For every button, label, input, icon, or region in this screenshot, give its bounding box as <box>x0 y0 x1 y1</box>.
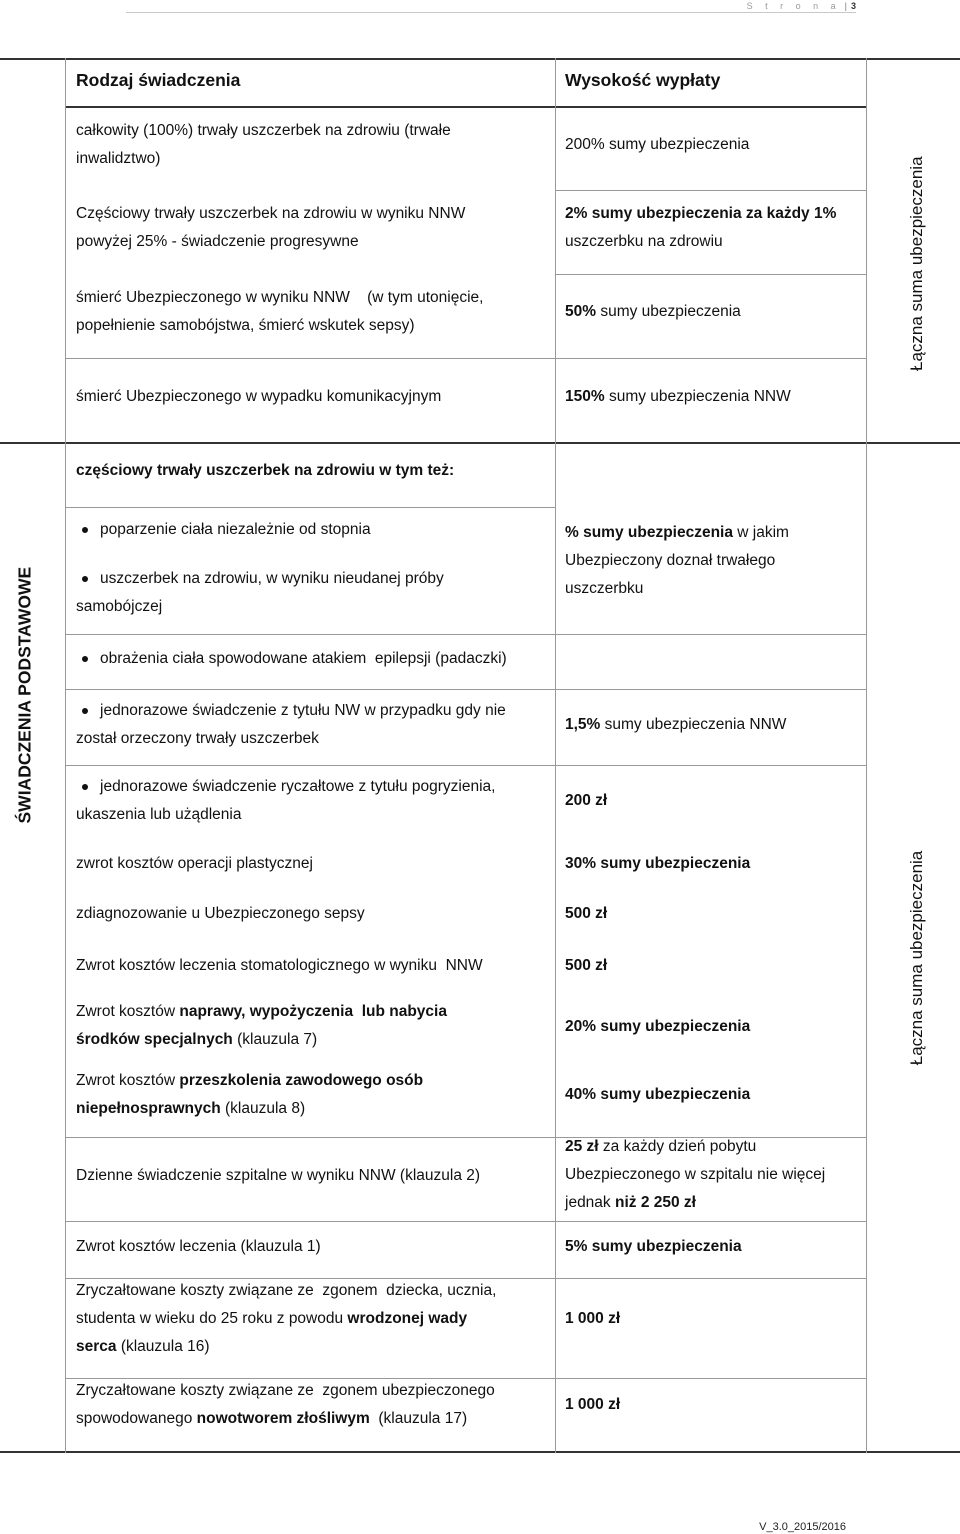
bullet-icon <box>82 656 88 662</box>
row-death-cancer: Zryczałtowane koszty związane ze zgonem ubezpieczonego spowodowanego nowotworem złośliwym (klauzula 17) <box>76 1382 495 1427</box>
row-plastic-surgery: zwrot kosztów operacji plastycznej <box>76 855 313 872</box>
value-bite-benefit: 200 zł <box>565 792 608 809</box>
row-child-death-heart: Zryczałtowane koszty związane ze zgonem dziecka, ucznia, studenta w wieku do 25 roku z powodu wrodzonej wady serca (klauzula 16) <box>76 1282 497 1355</box>
section-divider <box>0 442 960 444</box>
row-sep <box>66 1221 866 1222</box>
version-footer: V_3.0_2015/2016 <box>759 1521 846 1533</box>
value-vocational-training: 40% sumy ubezpieczenia <box>565 1086 751 1103</box>
bullet-icon <box>82 784 88 790</box>
left-section-label: ŚWIADCZENIA PODSTAWOWE <box>14 566 35 824</box>
benefits-table <box>0 58 960 1453</box>
col2-header: Wysokość wypłaty <box>565 70 721 90</box>
side-label-top: Łączna suma ubezpieczenia <box>907 156 926 371</box>
value-plastic-surgery: 30% sumy ubezpieczenia <box>565 855 751 872</box>
list-item: obrażenia ciała spowodowane atakiem epilepsji (padaczki) <box>76 645 546 673</box>
page-label: S t r o n a <box>746 1 841 11</box>
page-separator: | <box>844 1 847 11</box>
header-rule <box>126 12 856 13</box>
value-partial-disability: 2% sumy ubezpieczenia za każdy 1% uszczerbku na zdrowiu <box>565 205 837 250</box>
row-hospital-daily: Dzienne świadczenie szpitalne w wyniku NNW (klauzula 2) <box>76 1167 481 1184</box>
row-dental: Zwrot kosztów leczenia stomatologicznego w wyniku NNW <box>76 957 483 974</box>
row-sep <box>66 689 866 690</box>
row-sep <box>555 190 866 191</box>
page-number: 3 <box>850 1 856 11</box>
list-item: jednorazowe świadczenie ryczałtowe z tytułu pogryzienia, ukaszenia lub użądlenia <box>76 778 496 823</box>
value-dental: 500 zł <box>565 957 608 974</box>
left-column-line <box>65 58 66 1453</box>
row-death-nnw: śmierć Ubezpieczonego w wyniku NNW (w tym utonięcie, popełnienie samobójstwa, śmierć wskutek sepsy) <box>76 289 484 334</box>
value-special-equipment: 20% sumy ubezpieczenia <box>565 1018 751 1035</box>
row-sep <box>66 507 556 508</box>
list-item: poparzenie ciała niezależnie od stopnia <box>76 516 546 544</box>
row-total-disability: całkowity (100%) trwały uszczerbek na zdrowiu (trwałe inwalidztwo) <box>76 122 451 167</box>
row-sep <box>66 765 866 766</box>
value-total-disability: 200% sumy ubezpieczenia <box>565 136 750 153</box>
value-percent-injury: % sumy ubezpieczenia w jakim Ubezpieczony doznał trwałego uszczerbku <box>565 524 789 597</box>
value-death-cancer: 1 000 zł <box>565 1396 621 1413</box>
row-sep <box>66 358 866 359</box>
row-partial-disability: Częściowy trwały uszczerbek na zdrowiu w wyniku NNW powyżej 25% - świadczenie progresywne <box>76 205 466 250</box>
table-bottom-border <box>0 1451 960 1453</box>
page-header <box>747 0 856 12</box>
value-one-time-benefit: 1,5% sumy ubezpieczenia NNW <box>565 716 787 733</box>
bullet-icon <box>82 708 88 714</box>
value-treatment-costs: 5% sumy ubezpieczenia <box>565 1238 742 1255</box>
row-treatment-costs: Zwrot kosztów leczenia (klauzula 1) <box>76 1238 321 1255</box>
list-item: uszczerbek na zdrowiu, w wyniku nieudanej próby samobójczej <box>76 570 444 615</box>
row-sep <box>66 634 866 635</box>
value-child-death-heart: 1 000 zł <box>565 1310 621 1327</box>
col1-header: Rodzaj świadczenia <box>76 70 241 90</box>
bullet-icon <box>82 527 88 533</box>
row-vocational-training: Zwrot kosztów przeszkolenia zawodowego osób niepełnosprawnych (klauzula 8) <box>76 1072 424 1117</box>
row-special-equipment: Zwrot kosztów naprawy, wypożyczenia lub nabycia środków specjalnych (klauzula 7) <box>76 1003 447 1048</box>
header-bottom-border <box>66 106 866 108</box>
value-hospital-daily: 25 zł za każdy dzień pobytu Ubezpieczonego w szpitalu nie więcej jednak niż 2 250 zł <box>565 1138 826 1211</box>
value-death-nnw: 50% sumy ubezpieczenia <box>565 303 741 320</box>
table-top-border <box>0 58 960 60</box>
row-sep <box>555 274 866 275</box>
list-item: jednorazowe świadczenie z tytułu NW w przypadku gdy nie został orzeczony trwały uszczerbek <box>76 702 506 747</box>
row-sepsis: zdiagnozowanie u Ubezpieczonego sepsy <box>76 905 365 922</box>
middle-column-line <box>555 58 556 1453</box>
value-death-traffic: 150% sumy ubezpieczenia NNW <box>565 388 791 405</box>
right-column-line <box>866 58 867 1453</box>
side-label-bottom: Łączna suma ubezpieczenia <box>907 850 926 1066</box>
partial-disability-heading: częściowy trwały uszczerbek na zdrowiu w tym też: <box>76 462 455 479</box>
bullet-icon <box>82 576 88 582</box>
row-death-traffic: śmierć Ubezpieczonego w wypadku komunikacyjnym <box>76 388 442 405</box>
value-sepsis: 500 zł <box>565 905 608 922</box>
